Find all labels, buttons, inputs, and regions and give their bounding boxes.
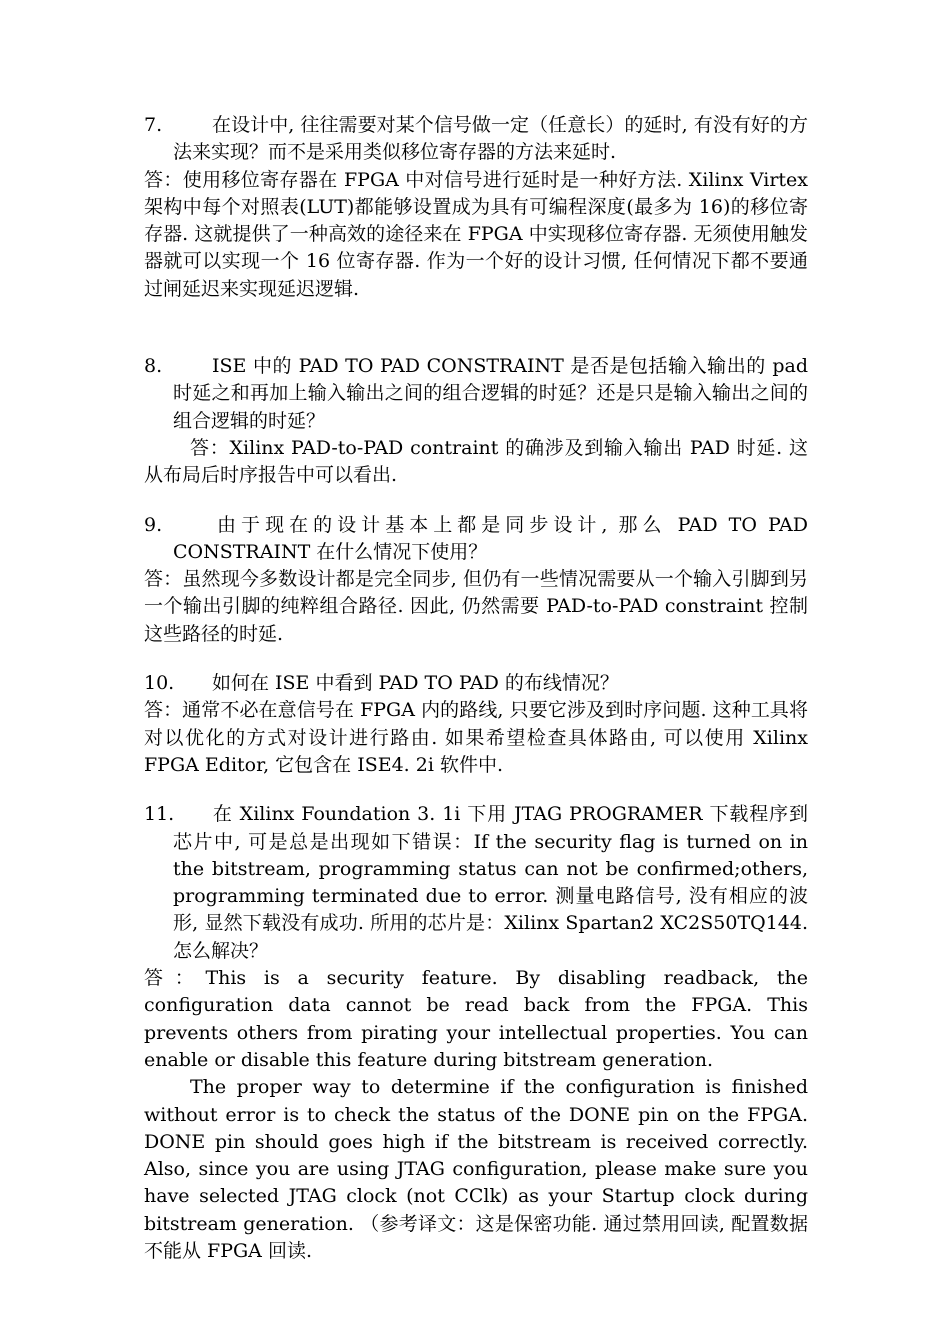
answer-11-continued: The proper way to determine if the configuration is finished without error is to check the status of the DONE pin on the FPGA. DONE pin should goes high if the bitstream is received correctly. Also, since you are using JTAG configuration, please make sure you have selected JTAG clock (not CClk) as your Startup clock during bitstream generation. （参考译文：这是保密功能. 通过禁用回读, 配置数据不能从 FPGA 回读.	[144, 1076, 808, 1262]
qa-item-7	[144, 112, 808, 303]
qa-item-10	[144, 670, 808, 779]
answer-10: 答：通常不必在意信号在 FPGA 内的路线, 只要它涉及到时序问题. 这种工具将对以优化的方式对设计进行路由. 如果希望检查具体路由, 可以使用 Xilinx FPGA Editor, 它包含在 ISE4. 2i 软件中.	[144, 699, 808, 776]
document-page	[144, 112, 808, 1265]
qa-item-9	[144, 512, 808, 648]
question-number-8: 8.	[144, 355, 163, 378]
spacer	[144, 779, 808, 801]
question-text-8: ISE 中的 PAD TO PAD CONSTRAINT 是否是包括输入输出的 pad 时延之和再加上输入输出之间的组合逻辑的时延？还是只是输入输出之间的组合逻辑的时延？	[173, 355, 808, 432]
question-text-9: 由于现在的设计基本上都是同步设计, 那么 PAD TO PAD CONSTRAINT 在什么情况下使用？	[173, 513, 808, 563]
question-number-9: 9.	[144, 513, 163, 536]
answer-11: 答：This is a security feature. By disabling readback, the configuration data cannot be read back from the FPGA. This prevents others from pirating your intellectual properties. You can enable or disable this feature during bitstream generation.	[144, 967, 808, 1071]
question-number-11: 11.	[144, 803, 175, 826]
answer-8: 答：Xilinx PAD-to-PAD contraint 的确涉及到输入输出 PAD 时延. 这从布局后时序报告中可以看出.	[144, 436, 808, 487]
qa-item-11	[144, 801, 808, 1265]
answer-9: 答：虽然现今多数设计都是完全同步, 但仍有一些情况需要从一个输入引脚到另一个输出引脚的纯粹组合路径. 因此, 仍然需要 PAD-to-PAD constraint 控制这些路径的时延.	[144, 568, 808, 645]
question-8	[144, 353, 808, 435]
qa-item-8	[144, 353, 808, 489]
question-10	[144, 670, 808, 697]
question-7	[144, 112, 808, 167]
spacer	[144, 303, 808, 353]
question-text-7: 在设计中, 往往需要对某个信号做一定（任意长）的延时, 有没有好的方法来实现？而不是采用类似移位寄存器的方法来延时.	[173, 114, 808, 164]
question-9	[144, 512, 808, 567]
question-number-7: 7.	[144, 114, 163, 136]
question-number-10: 10.	[144, 672, 175, 695]
answer-7: 答：使用移位寄存器在 FPGA 中对信号进行延时是一种好方法. Xilinx Virtex 架构中每个对照表(LUT)都能够设置成为具有可编程深度(最多为 16)的移位寄存器. 这就提供了一种高效的途径来在 FPGA 中实现移位寄存器. 无须使用触发器就可以实现一个 16 位寄存器. 作为一个好的设计习惯, 任何情况下都不要通过闸延迟来实现延迟逻辑.	[144, 168, 808, 300]
question-11	[144, 801, 808, 965]
spacer	[144, 648, 808, 670]
spacer	[144, 490, 808, 512]
question-text-10: 如何在 ISE 中看到 PAD TO PAD 的布线情况？	[212, 672, 619, 695]
question-text-11: 在 Xilinx Foundation 3. 1i 下用 JTAG PROGRAMER 下载程序到芯片中, 可是总是出现如下错误：If the security flag is turned on in the bitstream, programming status can not be confirmed;others, programming terminated due to error. 测量电路信号, 没有相应的波形, 显然下载没有成功. 所用的芯片是：Xilinx Spartan2 XC2S50TQ144. 怎么解决？	[173, 803, 808, 962]
